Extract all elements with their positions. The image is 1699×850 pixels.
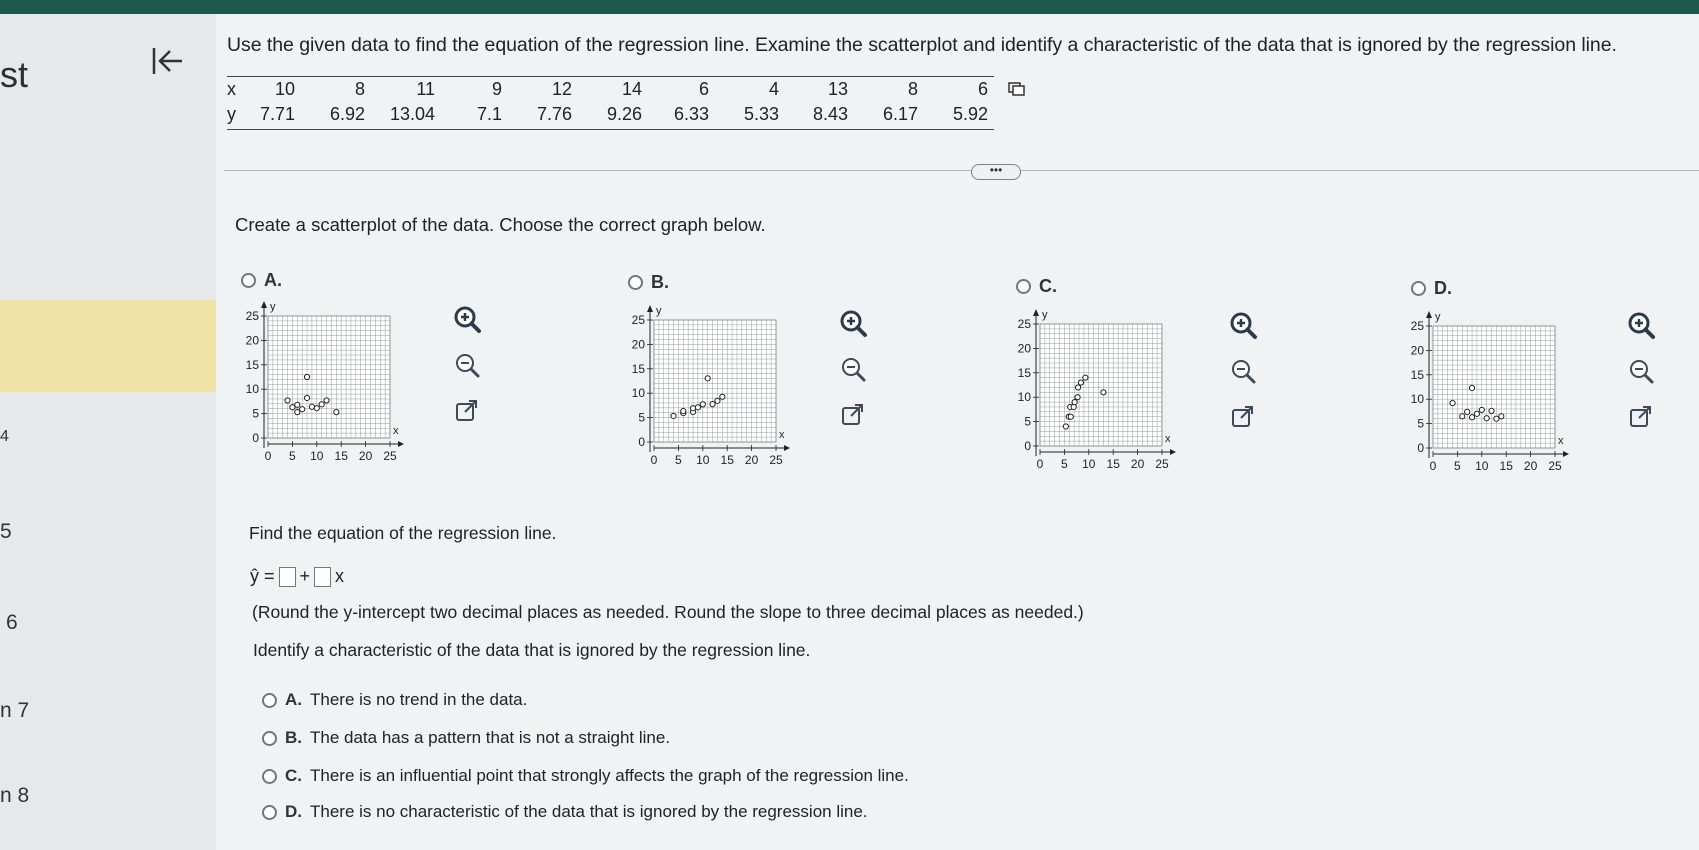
data-point <box>1083 375 1088 380</box>
x-tick-label: 10 <box>1082 457 1096 471</box>
y-tick-label: 15 <box>1410 367 1424 382</box>
data-point <box>1469 415 1474 420</box>
x-tick-label: 20 <box>1523 459 1538 473</box>
graph-option-c[interactable] <box>1016 276 1057 297</box>
data-point <box>1469 385 1474 390</box>
data-point <box>1499 414 1504 419</box>
x-axis-arrow <box>398 441 404 447</box>
graph-tools-a <box>452 304 482 426</box>
x-axis-arrow <box>1563 451 1569 457</box>
y-axis-label: y <box>1435 311 1441 323</box>
y-axis-arrow <box>647 305 653 312</box>
x-value: 8 <box>848 77 918 103</box>
data-point <box>319 402 324 407</box>
graph-option-d[interactable] <box>1411 278 1452 299</box>
y-tick-label: 0 <box>638 435 645 449</box>
regression-equation <box>250 566 344 587</box>
y-tick-label: 0 <box>1024 439 1031 453</box>
data-point <box>300 407 305 412</box>
y-tick-label: 20 <box>1410 343 1424 358</box>
x-axis-label: x <box>393 425 399 437</box>
y-axis-arrow <box>1426 311 1432 318</box>
data-point <box>1068 414 1073 419</box>
y-tick-label: 5 <box>638 410 645 425</box>
y-tick-label: 25 <box>631 313 645 327</box>
data-point <box>710 402 715 407</box>
data-point <box>1078 380 1083 385</box>
data-point <box>1460 414 1465 419</box>
sidebar-item-5[interactable]: 5 <box>0 520 12 543</box>
open-new-window-icon[interactable] <box>452 396 482 426</box>
data-point <box>690 406 695 411</box>
x-tick-label: 5 <box>1454 459 1461 473</box>
answer-option-d[interactable] <box>262 802 868 822</box>
y-tick-label: 10 <box>1410 392 1424 407</box>
x-tick-label: 0 <box>1429 459 1437 473</box>
plot-area <box>654 320 776 442</box>
option-letter: B. <box>651 272 669 292</box>
graph-option-b[interactable] <box>628 272 669 293</box>
data-point <box>1489 408 1494 413</box>
top-bar <box>0 0 1699 14</box>
y-tick-label: 5 <box>1024 414 1031 429</box>
copy-table-icon[interactable] <box>1008 82 1026 96</box>
y-value: 6.17 <box>848 102 918 130</box>
radio-c[interactable] <box>262 769 277 784</box>
y-axis-arrow <box>261 301 267 308</box>
x-variable: x <box>335 566 345 586</box>
y-tick-label: 15 <box>631 361 645 376</box>
x-value: 9 <box>435 77 502 103</box>
x-tick-label: 0 <box>1036 457 1044 471</box>
data-point <box>290 405 295 410</box>
x-tick-label: 5 <box>675 453 682 467</box>
option-text: There is no characteristic of the data that is ignored by the regression line. <box>310 802 868 821</box>
data-table <box>227 76 994 130</box>
x-tick-label: 15 <box>720 453 734 467</box>
data-point <box>334 410 339 415</box>
data-point <box>1474 411 1479 416</box>
zoom-in-icon[interactable] <box>1626 310 1656 340</box>
y-value: 7.76 <box>502 102 572 130</box>
sidebar-item-6[interactable]: 6 <box>6 611 18 634</box>
x-tick-label: 10 <box>310 449 324 463</box>
data-point <box>700 402 705 407</box>
data-point <box>1075 395 1080 400</box>
intercept-input[interactable] <box>279 567 296 587</box>
y-tick-label: 20 <box>245 333 259 348</box>
y-tick-label: 20 <box>631 337 645 352</box>
scatterplot-b <box>626 300 826 500</box>
radio-c[interactable] <box>1016 279 1031 294</box>
sidebar-item-7[interactable]: n 7 <box>0 699 30 722</box>
option-text: There is no trend in the data. <box>310 690 528 709</box>
data-point <box>314 406 319 411</box>
y-value: 7.1 <box>435 102 502 130</box>
data-point <box>304 395 309 400</box>
option-letter: B. <box>285 728 302 747</box>
x-axis-label: x <box>779 429 785 441</box>
x-value: 13 <box>779 77 848 103</box>
sidebar-item-8[interactable]: n 8 <box>0 784 30 807</box>
y-value: 5.92 <box>918 102 994 130</box>
y-tick-label: 10 <box>245 382 259 397</box>
x-value: 11 <box>365 77 435 103</box>
slope-input[interactable] <box>314 567 331 587</box>
x-value: 6 <box>642 77 709 103</box>
data-point <box>705 376 710 381</box>
x-tick-label: 15 <box>1106 457 1120 471</box>
x-value: 10 <box>247 77 295 103</box>
radio-d[interactable] <box>262 805 277 820</box>
plot-area <box>268 316 390 438</box>
x-tick-label: 20 <box>1130 457 1145 471</box>
radio-b[interactable] <box>628 275 643 290</box>
y-tick-label: 0 <box>1417 441 1424 455</box>
radio-a[interactable] <box>241 273 256 288</box>
x-axis-label: x <box>1165 433 1171 445</box>
rounding-note: (Round the y-intercept two decimal places as needed. Round the slope to three decimal places as needed.) <box>252 602 1084 622</box>
sidebar-title: st <box>0 54 29 95</box>
option-letter: C. <box>285 766 302 785</box>
y-value: 6.33 <box>642 102 709 130</box>
x-tick-label: 20 <box>358 449 373 463</box>
zoom-out-icon[interactable] <box>838 354 868 384</box>
y-value: 13.04 <box>365 102 435 130</box>
y-value: 9.26 <box>572 102 642 130</box>
more-button[interactable]: ••• <box>971 164 1021 180</box>
y-tick-label: 10 <box>1017 390 1031 405</box>
data-point <box>1465 409 1470 414</box>
y-tick-label: 5 <box>252 406 259 421</box>
y-value: 7.71 <box>247 102 295 130</box>
data-point <box>1450 401 1455 406</box>
scatterplot-d <box>1405 306 1605 506</box>
y-tick-label: 25 <box>1410 319 1424 333</box>
x-tick-label: 10 <box>696 453 710 467</box>
y-value: 8.43 <box>779 102 848 130</box>
data-point <box>1072 399 1077 404</box>
collapse-panel-icon[interactable] <box>148 42 188 82</box>
graph-tools-d <box>1626 310 1656 432</box>
data-point <box>295 410 300 415</box>
data-point <box>295 402 300 407</box>
graph-option-a[interactable] <box>241 270 282 291</box>
plot-area <box>1433 326 1555 448</box>
y-tick-label: 15 <box>1017 365 1031 380</box>
y-tick-label: 20 <box>1017 341 1031 356</box>
section-divider <box>224 170 1699 171</box>
part3-prompt: Identify a characteristic of the data that is ignored by the regression line. <box>253 640 811 660</box>
x-tick-label: 25 <box>1548 459 1562 473</box>
x-tick-label: 5 <box>1061 457 1068 471</box>
radio-d[interactable] <box>1411 281 1426 296</box>
y-value: 6.92 <box>295 102 365 130</box>
answer-option-c[interactable] <box>262 766 909 786</box>
sidebar-highlight <box>0 300 216 392</box>
y-hat-label: ŷ = <box>250 566 275 586</box>
y-tick-label: 10 <box>631 386 645 401</box>
y-axis-arrow <box>1033 309 1039 316</box>
x-tick-label: 25 <box>769 453 783 467</box>
scatterplot-c <box>1012 304 1212 504</box>
data-point <box>671 413 676 418</box>
y-tick-label: 0 <box>252 431 259 445</box>
x-tick-label: 25 <box>383 449 397 463</box>
y-tick-label: 15 <box>245 357 259 372</box>
open-new-window-icon[interactable] <box>1228 402 1258 432</box>
y-axis-label: y <box>270 301 276 313</box>
part1-prompt: Create a scatterplot of the data. Choose the correct graph below. <box>235 214 766 235</box>
data-point <box>681 409 686 414</box>
x-label: x <box>227 77 247 103</box>
plus-sign: + <box>299 566 311 586</box>
part2-prompt: Find the equation of the regression line. <box>249 523 557 543</box>
x-tick-label: 25 <box>1155 457 1169 471</box>
data-point <box>1071 404 1076 409</box>
x-tick-label: 5 <box>289 449 296 463</box>
x-value: 14 <box>572 77 642 103</box>
radio-a[interactable] <box>262 693 277 708</box>
y-axis-label: y <box>1042 309 1048 321</box>
open-new-window-icon[interactable] <box>838 400 868 430</box>
option-letter: D. <box>285 802 302 821</box>
x-tick-label: 0 <box>650 453 658 467</box>
x-tick-label: 20 <box>744 453 759 467</box>
y-tick-label: 5 <box>1417 416 1424 431</box>
data-point <box>1075 385 1080 390</box>
data-point <box>1479 407 1484 412</box>
zoom-in-icon[interactable] <box>452 304 482 334</box>
y-tick-label: 25 <box>1017 317 1031 331</box>
x-tick-label: 10 <box>1475 459 1489 473</box>
zoom-in-icon[interactable] <box>838 308 868 338</box>
answer-option-b[interactable] <box>262 728 670 748</box>
graph-tools-b <box>838 308 868 430</box>
plot-area <box>1040 324 1162 446</box>
x-axis-arrow <box>1170 449 1176 455</box>
zoom-out-icon[interactable] <box>1228 356 1258 386</box>
data-point <box>1484 416 1489 421</box>
x-tick-label: 15 <box>1499 459 1513 473</box>
question-text: Use the given data to find the equation of the regression line. Examine the scatterplot and identify a characteristic of the data that is ignored by the regression line. <box>227 34 1617 56</box>
data-point <box>1494 416 1499 421</box>
zoom-out-icon[interactable] <box>1626 356 1656 386</box>
x-tick-label: 15 <box>334 449 348 463</box>
x-value: 12 <box>502 77 572 103</box>
x-axis-label: x <box>1558 435 1564 447</box>
x-value: 4 <box>709 77 779 103</box>
data-point <box>695 405 700 410</box>
y-value: 5.33 <box>709 102 779 130</box>
option-letter: A. <box>264 270 282 290</box>
zoom-in-icon[interactable] <box>1228 310 1258 340</box>
data-point <box>720 394 725 399</box>
graph-tools-c <box>1228 310 1258 432</box>
data-point <box>304 374 309 379</box>
answer-option-a[interactable] <box>262 690 527 710</box>
y-row <box>227 102 994 130</box>
option-text: There is an influential point that strongly affects the graph of the regression line. <box>310 766 909 785</box>
option-text: The data has a pattern that is not a straight line. <box>310 728 671 747</box>
data-point <box>324 398 329 403</box>
x-value: 6 <box>918 77 994 103</box>
option-letter: D. <box>1434 278 1452 298</box>
data-point <box>1063 424 1068 429</box>
y-axis-label: y <box>656 305 662 317</box>
x-row <box>227 77 994 103</box>
data-point <box>715 398 720 403</box>
zoom-out-icon[interactable] <box>452 350 482 380</box>
x-value: 8 <box>295 77 365 103</box>
x-axis-arrow <box>784 445 790 451</box>
y-tick-label: 25 <box>245 309 259 323</box>
x-tick-label: 0 <box>264 449 272 463</box>
sidebar-item-4[interactable]: 4 <box>0 428 9 445</box>
data-point <box>1101 390 1106 395</box>
option-letter: A. <box>285 690 302 709</box>
open-new-window-icon[interactable] <box>1626 402 1656 432</box>
data-point <box>285 398 290 403</box>
option-letter: C. <box>1039 276 1057 296</box>
radio-b[interactable] <box>262 731 277 746</box>
y-label: y <box>227 102 247 130</box>
sidebar <box>0 14 216 850</box>
scatterplot-a <box>240 296 440 496</box>
